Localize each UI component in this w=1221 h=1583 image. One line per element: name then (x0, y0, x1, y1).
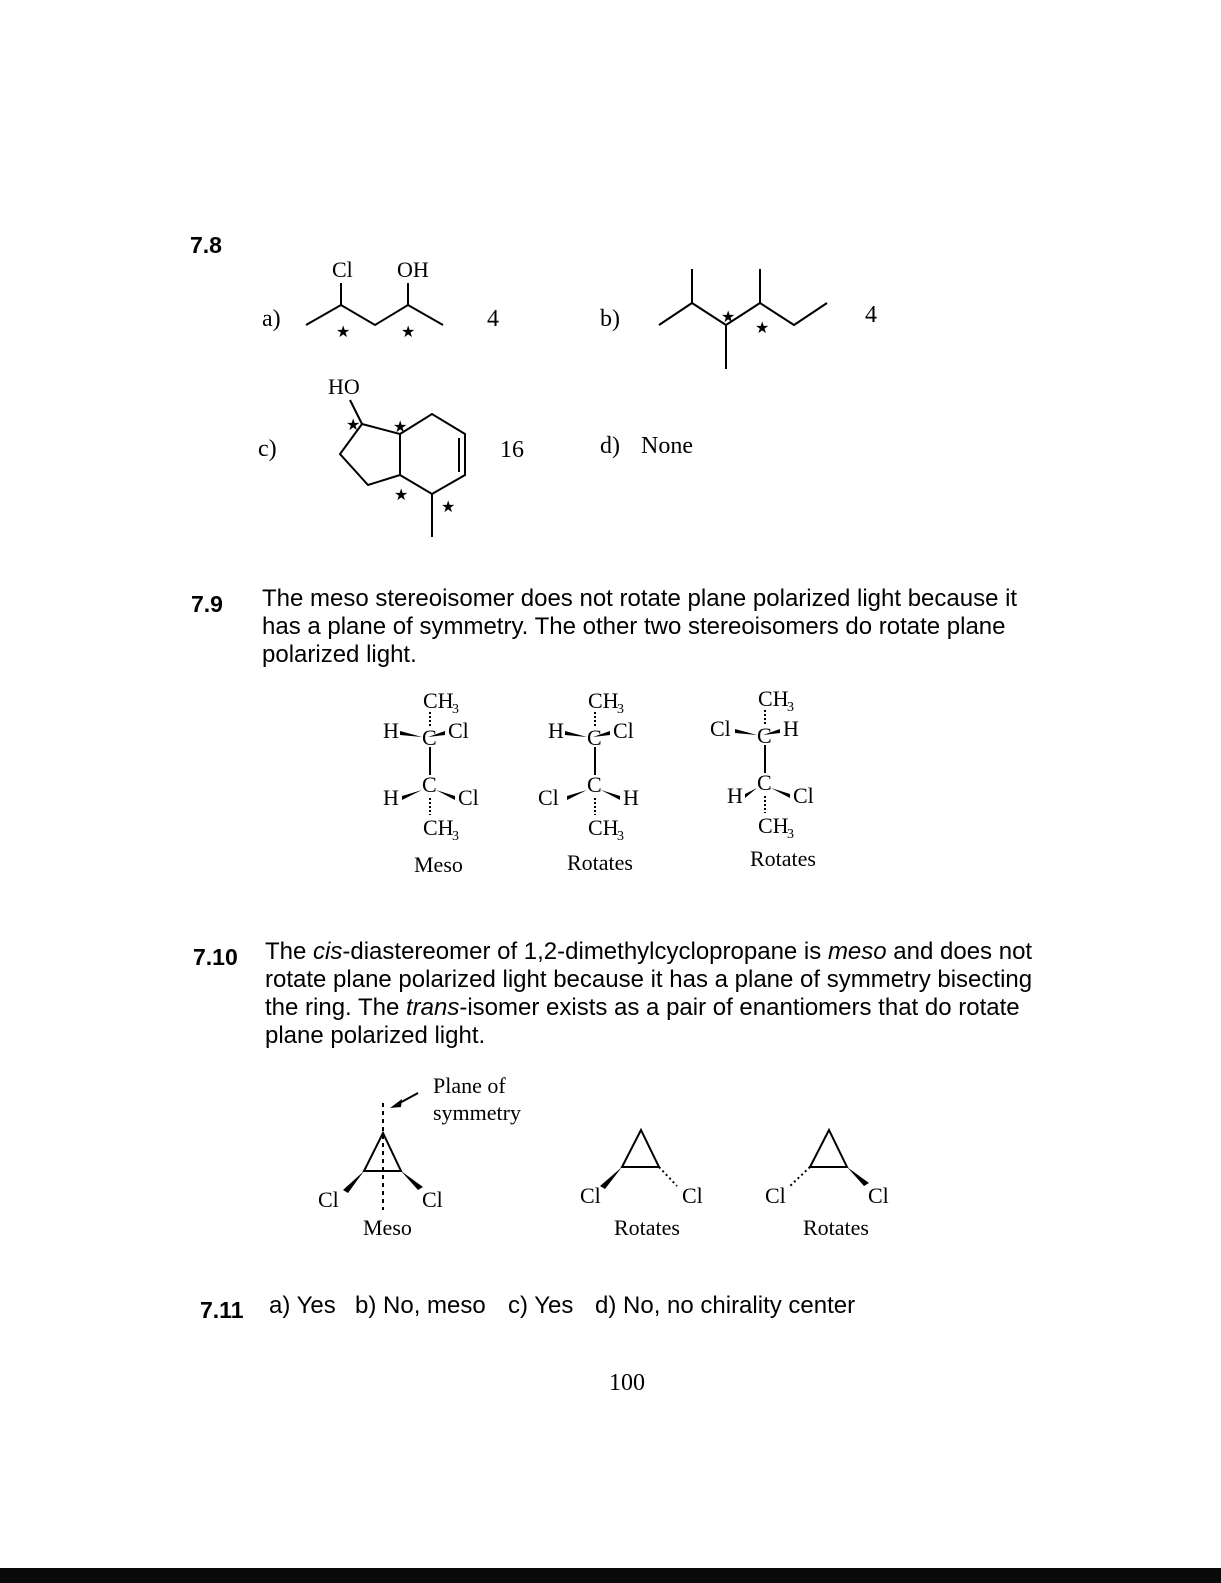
wedge (771, 788, 790, 798)
wedge (400, 731, 422, 737)
subscript: 3 (617, 702, 624, 717)
right-sub-2: H (623, 785, 639, 810)
cyclopropane-rotates-2 (765, 1130, 889, 1240)
answer-c: c) Yes (508, 1292, 574, 1319)
ho-label: HO (328, 374, 360, 399)
left-sub-1: Cl (710, 716, 731, 741)
text-part: and does not rotate plane polarized light because it has a plane of symmetry bisecting the ring. The (265, 938, 1033, 1021)
cl-label: Cl (332, 257, 353, 282)
carbon-2: C (757, 770, 772, 795)
right-sub-2: Cl (458, 785, 479, 810)
subscript: 3 (452, 702, 459, 717)
fischer-projections (370, 680, 850, 885)
hash-bond (659, 1167, 677, 1186)
chirality-star: ★ (441, 499, 456, 516)
wedge (343, 1171, 364, 1193)
carbon-chain (659, 303, 827, 325)
left-sub-2: H (727, 783, 743, 808)
wedge (565, 731, 587, 737)
chirality-star: ★ (755, 320, 770, 337)
cl-label: Cl (422, 1187, 443, 1212)
part-a-count: 4 (487, 306, 499, 332)
wedge (601, 790, 620, 800)
arrow-head (390, 1099, 402, 1108)
problem-7-10-number: 7.10 (193, 944, 238, 970)
chirality-star: ★ (393, 419, 408, 436)
scan-edge (0, 1568, 1221, 1583)
cl-label: Cl (868, 1183, 889, 1208)
bottom-group: CH (758, 813, 789, 838)
caption: Rotates (614, 1215, 680, 1240)
text-part: -isomer exists as a pair of enantiomers that do rotate plane polarized light. (265, 994, 1020, 1049)
subscript: 3 (787, 827, 794, 842)
problem-7-9-text: The meso stereoisomer does not rotate plane polarized light because it has a plane of symmetry. The other two stereoisomers do rotate plane polarized light. (262, 585, 1018, 668)
cl-label: Cl (318, 1187, 339, 1212)
top-group: CH (588, 688, 619, 713)
carbon-1: C (757, 723, 772, 748)
fischer-meso (383, 688, 479, 877)
bottom-group: CH (588, 815, 619, 840)
left-sub-1: H (548, 718, 564, 743)
caption: Rotates (750, 846, 816, 871)
problem-7-8-number: 7.8 (190, 232, 222, 258)
caption: Meso (414, 852, 463, 877)
part-c-label: c) (258, 436, 277, 462)
wedge (847, 1167, 869, 1186)
part-b-label: b) (600, 306, 620, 332)
fischer-rotates-2 (710, 686, 816, 871)
part-b-count: 4 (865, 302, 877, 328)
subscript: 3 (452, 829, 459, 844)
carbon-2: C (422, 772, 437, 797)
cyclopropane-rotates-1 (580, 1130, 703, 1240)
structure-7-8c (320, 372, 480, 542)
cl-label: Cl (765, 1183, 786, 1208)
text-part: The (265, 938, 314, 965)
hash-bond (790, 1167, 810, 1186)
caption: Rotates (803, 1215, 869, 1240)
right-sub-1: Cl (613, 718, 634, 743)
left-sub-2: H (383, 785, 399, 810)
cyclopropane-meso (318, 1073, 521, 1240)
subscript: 3 (787, 700, 794, 715)
plane-label-1: Plane of (433, 1073, 506, 1098)
cl-label: Cl (682, 1183, 703, 1208)
carbon-chain (306, 305, 443, 325)
cl-label: Cl (580, 1183, 601, 1208)
answer-a: a) Yes (269, 1292, 336, 1319)
carbon-1: C (422, 725, 437, 750)
part-c-count: 16 (500, 437, 524, 463)
wedge (402, 790, 422, 800)
problem-7-11-number: 7.11 (200, 1297, 244, 1323)
text-part: -diastereomer of 1,2-dimethylcyclopropane is (342, 938, 828, 965)
top-group: CH (423, 688, 454, 713)
right-sub-1: H (783, 716, 799, 741)
wedge (567, 790, 587, 800)
top-group: CH (758, 686, 789, 711)
problem-7-9-number: 7.9 (191, 591, 223, 617)
chirality-star: ★ (336, 324, 351, 341)
caption: Meso (363, 1215, 412, 1240)
subscript: 3 (617, 829, 624, 844)
right-sub-2: Cl (793, 783, 814, 808)
answer-d: d) No, no chirality center (595, 1292, 856, 1319)
chirality-star: ★ (401, 324, 416, 341)
cis-italic: cis (313, 938, 343, 965)
chirality-star: ★ (721, 309, 736, 326)
part-d-text: None (641, 433, 693, 459)
wedge (735, 729, 757, 735)
ring (622, 1130, 659, 1167)
trans-italic: trans (405, 994, 460, 1021)
cyclopropane-structures (310, 1065, 910, 1250)
left-sub-2: Cl (538, 785, 559, 810)
carbon-1: C (587, 725, 602, 750)
problem-7-10-text (265, 938, 1040, 1050)
answer-b: b) No, meso (355, 1292, 486, 1319)
meso-italic: meso (827, 938, 887, 965)
oh-label: OH (397, 257, 429, 282)
right-sub-1: Cl (448, 718, 469, 743)
structure-7-8b (655, 265, 835, 375)
ring (810, 1130, 847, 1167)
page-number: 100 (609, 1370, 645, 1396)
left-sub-1: H (383, 718, 399, 743)
caption: Rotates (567, 850, 633, 875)
wedge (600, 1167, 622, 1189)
bottom-group: CH (423, 815, 454, 840)
wedge (745, 788, 757, 798)
six-ring (400, 414, 465, 494)
chirality-star: ★ (394, 487, 409, 504)
part-d-label: d) (600, 433, 620, 459)
chirality-star: ★ (346, 417, 361, 434)
wedge (436, 790, 455, 800)
part-a-label: a) (262, 306, 281, 332)
structure-7-8a (300, 255, 460, 345)
wedge (401, 1171, 423, 1190)
carbon-2: C (587, 772, 602, 797)
plane-label-2: symmetry (433, 1100, 521, 1125)
fischer-rotates-1 (538, 688, 639, 875)
